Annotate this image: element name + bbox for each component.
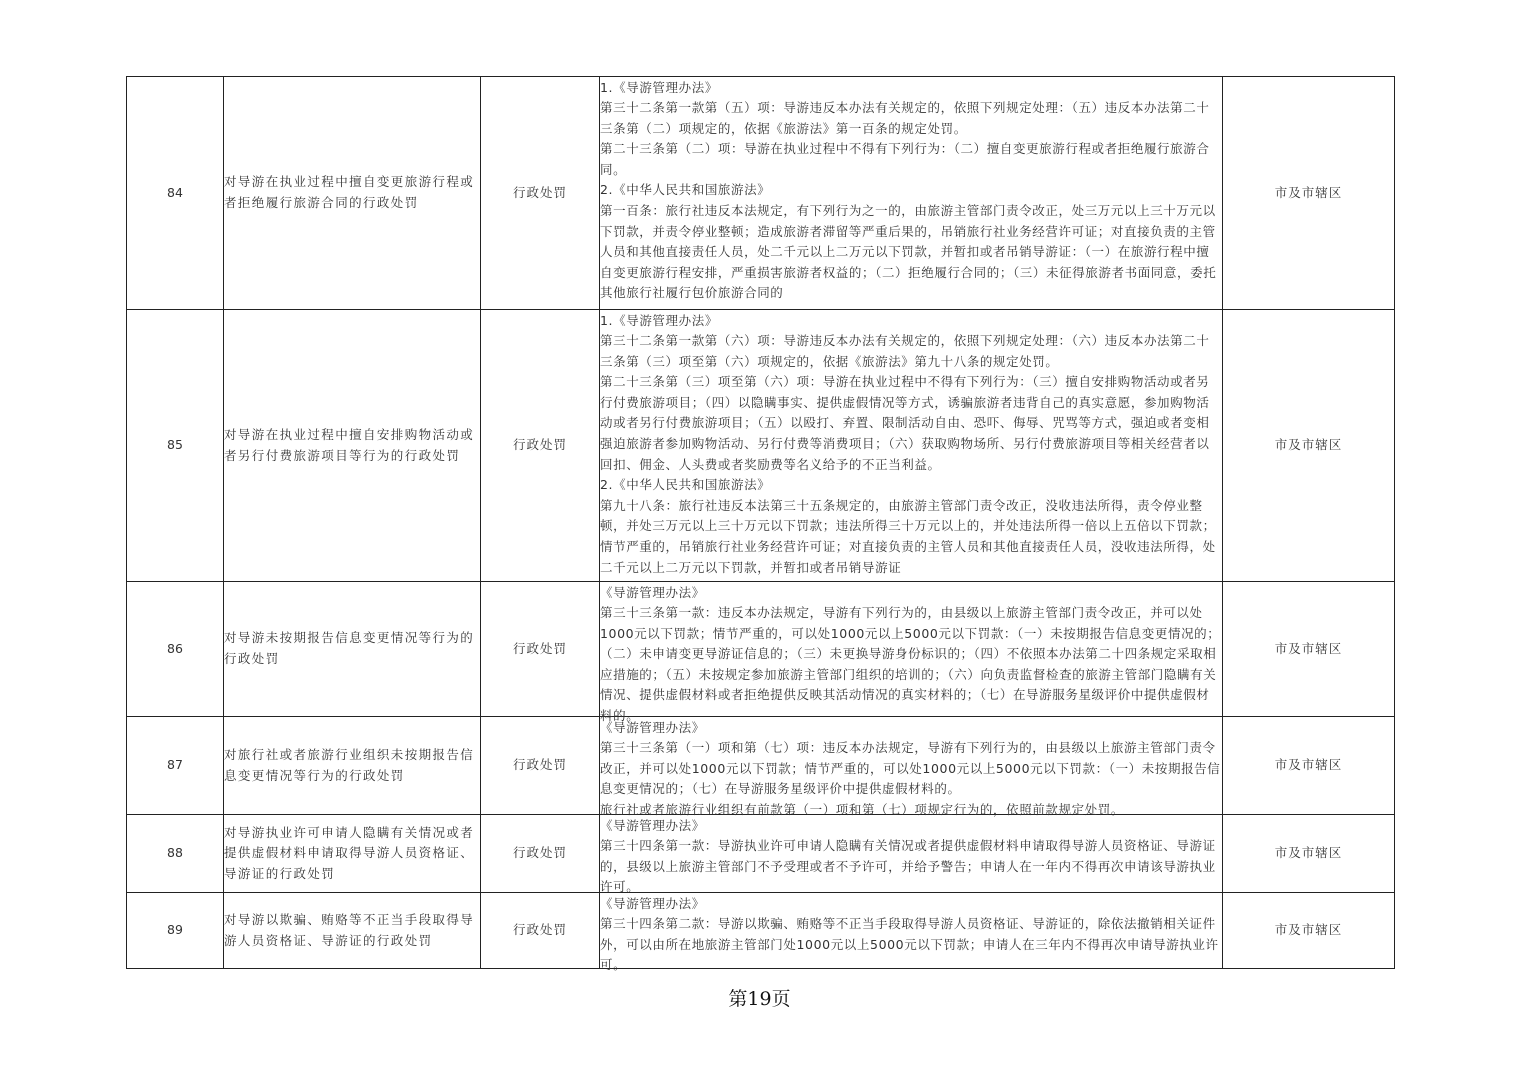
legal-basis-paragraph: 第二十三条第（三）项至第（六）项：导游在执业过程中不得有下列行为：（三）擅自安排购物活动或者另行付费旅游项目；（四）以隐瞒事实、提供虚假情况等方式，诱骗旅游者违背自己的真实意愿，参加购物活动或者另行付费旅游项目；（五）以殴打、弃置、限制活动自由、恐吓、侮辱、咒骂等方式，强迫或者变相强迫旅游者参加购物活动、另行付费等消费项目；（六）获取购物场所、另行付费旅游项目等相关经营者以回扣、佣金、人头费或者奖励费等名义给予的不正当利益。: [600, 374, 1210, 472]
legal-basis-cell: [600, 77, 1223, 310]
item-number: 84: [127, 77, 224, 310]
legal-basis-text: [600, 718, 1222, 817]
page-number: 第19页: [728, 988, 791, 1010]
item-number: 85: [127, 310, 224, 582]
item-type: 行政处罚: [481, 893, 600, 969]
legal-basis-cell: [600, 310, 1223, 582]
legal-basis-cell: [600, 717, 1223, 815]
item-type: 行政处罚: [481, 77, 600, 310]
legal-basis-cell: [600, 815, 1223, 893]
legal-basis-paragraph: 第三十四条第一款：导游执业许可申请人隐瞒有关情况或者提供虚假材料申请取得导游人员资格证、导游证的，县级以上旅游主管部门不予受理或者不予许可，并给予警告；申请人在一年内不得再次申请该导游执业许可。: [600, 838, 1216, 895]
implementing-level: 市及市辖区: [1223, 310, 1395, 582]
legal-basis-paragraph: 第三十三条第一款：违反本办法规定，导游有下列行为的，由县级以上旅游主管部门责令改正，并可以处1000元以下罚款；情节严重的，可以处1000元以上5000元以下罚款：（一）未按期报告信息变更情况的；（二）未申请变更导游证信息的；（三）未更换导游身份标识的；（四）不依照本办法第二十四条规定采取相应措施的；（五）未按规定参加旅游主管部门组织的培训的；（六）向负责监督检查的旅游主管部门隐瞒有关情况、提供虚假材料或者拒绝提供反映其活动情况的真实材料的；（七）在导游服务星级评价中提供虚假材料的。: [600, 605, 1221, 724]
item-type: 行政处罚: [481, 582, 600, 717]
table-row: [127, 310, 1395, 582]
implementing-level: 市及市辖区: [1223, 77, 1395, 310]
legal-basis-text: [600, 894, 1222, 973]
item-name: 对导游在执业过程中擅自变更旅游行程或者拒绝履行旅游合同的行政处罚: [224, 77, 481, 310]
legal-basis-paragraph: 2.《中华人民共和国旅游法》: [600, 182, 771, 198]
table-row: [127, 717, 1395, 815]
item-number: 87: [127, 717, 224, 815]
item-type: 行政处罚: [481, 717, 600, 815]
table-row: [127, 582, 1395, 717]
legal-basis-paragraph: 1.《导游管理办法》: [600, 79, 718, 95]
item-type: 行政处罚: [481, 310, 600, 582]
legal-basis-paragraph: 第三十二条第一款第（五）项：导游违反本办法有关规定的，依照下列规定处理：（五）违反本办法第二十三条第（二）项规定的，依据《旅游法》第一百条的规定处罚。: [600, 100, 1210, 136]
legal-basis-cell: [600, 893, 1223, 973]
item-number: 88: [127, 815, 224, 893]
item-name: 对旅行社或者旅游行业组织未按期报告信息变更情况等行为的行政处罚: [224, 717, 481, 815]
implementing-level: 市及市辖区: [1223, 893, 1395, 969]
item-number: 86: [127, 582, 224, 717]
legal-basis-paragraph: 《导游管理办法》: [600, 719, 705, 735]
legal-basis-paragraph: 第一百条：旅行社违反本法规定，有下列行为之一的，由旅游主管部门责令改正，处三万元以上三十万元以下罚款，并责令停业整顿；造成旅游者滞留等严重后果的，吊销旅行社业务经营许可证；对直接负责的主管人员和其他直接责任人员，处二千元以上二万元以下罚款，并暂扣或者吊销导游证：（一）在旅游行程中擅自变更旅游行程安排，严重损害旅游者权益的；（二）拒绝履行合同的；（三）未征得旅游者书面同意，委托其他旅行社履行包价旅游合同的: [600, 203, 1217, 301]
table-row: [127, 815, 1395, 893]
item-name: 对导游在执业过程中擅自安排购物活动或者另行付费旅游项目等行为的行政处罚: [224, 310, 481, 582]
legal-basis-cell: [600, 582, 1223, 724]
legal-basis-paragraph: 第三十四条第二款：导游以欺骗、贿赂等不正当手段取得导游人员资格证、导游证的，除依法撤销相关证件外，可以由所在地旅游主管部门处1000元以上5000元以下罚款；申请人在三年内不得再次申请导游执业许可。: [600, 916, 1219, 973]
legal-basis-text: [600, 816, 1222, 895]
legal-basis-paragraph: 第九十八条：旅行社违反本法第三十五条规定的，由旅游主管部门责令改正，没收违法所得，责令停业整顿，并处三万元以上三十万元以下罚款；违法所得三十万元以上的，并处违法所得一倍以上五倍以下罚款；情节严重的，吊销旅行社业务经营许可证；对直接负责的主管人员和其他直接责任人员，没收违法所得，处二千元以上二万元以下罚款，并暂扣或者吊销导游证: [600, 497, 1216, 575]
legal-basis-paragraph: 第二十三条第（二）项：导游在执业过程中不得有下列行为：（二）擅自变更旅游行程或者拒绝履行旅游合同。: [600, 141, 1210, 177]
legal-basis-paragraph: 1.《导游管理办法》: [600, 312, 718, 328]
item-name: 对导游未按期报告信息变更情况等行为的行政处罚: [224, 582, 481, 717]
legal-basis-paragraph: 《导游管理办法》: [600, 895, 705, 911]
implementing-level: 市及市辖区: [1223, 717, 1395, 815]
item-name: 对导游执业许可申请人隐瞒有关情况或者提供虚假材料申请取得导游人员资格证、导游证的行政处罚: [224, 815, 481, 893]
legal-basis-paragraph: 第三十三条第（一）项和第（七）项：违反本办法规定，导游有下列行为的，由县级以上旅游主管部门责令改正，并可以处1000元以下罚款；情节严重的，可以处1000元以上5000元以下罚款：（一）未按期报告信息变更情况的；（七）在导游服务星级评价中提供虚假材料的。: [600, 740, 1221, 797]
legal-basis-text: [600, 583, 1222, 724]
legal-basis-paragraph: 《导游管理办法》: [600, 817, 705, 833]
legal-basis-paragraph: 旅行社或者旅游行业组织有前款第（一）项和第（七）项规定行为的，依照前款规定处罚。: [600, 801, 1125, 817]
item-name: 对导游以欺骗、贿赂等不正当手段取得导游人员资格证、导游证的行政处罚: [224, 893, 481, 969]
legal-basis-text: [600, 311, 1222, 581]
item-number: 89: [127, 893, 224, 969]
table-body: [127, 77, 1395, 973]
legal-basis-paragraph: 2.《中华人民共和国旅游法》: [600, 477, 771, 493]
legal-basis-text: [600, 78, 1222, 309]
item-type: 行政处罚: [481, 815, 600, 893]
table-row: [127, 77, 1395, 310]
implementing-level: 市及市辖区: [1223, 582, 1395, 717]
legal-basis-paragraph: 《导游管理办法》: [600, 584, 705, 600]
legal-basis-paragraph: 第三十二条第一款第（六）项：导游违反本办法有关规定的，依照下列规定处理：（六）违反本办法第二十三条第（三）项至第（六）项规定的，依据《旅游法》第九十八条的规定处罚。: [600, 333, 1210, 369]
penalty-items-table: [126, 76, 1395, 973]
implementing-level: 市及市辖区: [1223, 815, 1395, 893]
table-row: [127, 893, 1395, 969]
